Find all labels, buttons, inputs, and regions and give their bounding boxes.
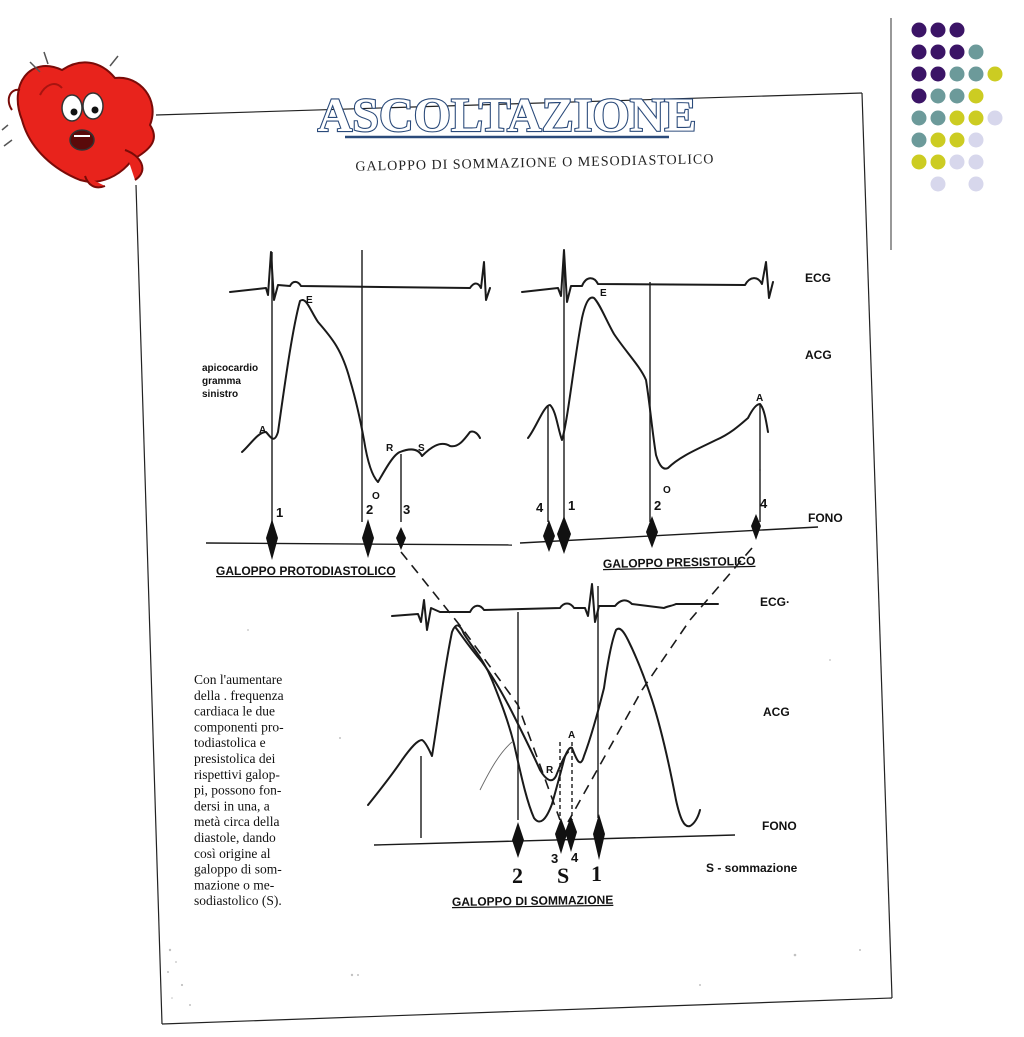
decor-dot xyxy=(969,133,984,148)
scared-heart-mascot xyxy=(2,52,154,187)
description-line: della . frequenza xyxy=(194,687,284,703)
somm-label-A: A xyxy=(568,730,576,741)
somm-number-3: 3 xyxy=(551,851,559,866)
description-line: così origine al xyxy=(194,845,271,861)
decor-dot xyxy=(950,67,965,82)
apex-label-line2: gramma xyxy=(202,376,241,387)
somm-number-2: 2 xyxy=(512,863,523,888)
somm-number-S: S xyxy=(557,863,570,888)
decor-dot xyxy=(950,133,965,148)
decor-dot xyxy=(931,155,946,170)
decor-dot xyxy=(969,45,984,60)
description-line: metà circa della xyxy=(194,814,280,830)
description-line: diastole, dando xyxy=(194,830,276,845)
decor-dot xyxy=(912,67,927,82)
decor-dot xyxy=(988,111,1003,126)
label-ecg-top: ECG xyxy=(805,271,832,285)
description-line: sodiastolico (S). xyxy=(194,893,282,909)
decor-dot xyxy=(931,111,946,126)
somm-label-R: R xyxy=(546,765,554,776)
decor-dot xyxy=(912,133,927,148)
decor-dot xyxy=(950,89,965,104)
description-line: galoppo di som- xyxy=(194,861,282,877)
description-line: rispettivi galop- xyxy=(194,766,280,782)
proto-label-R: R xyxy=(386,443,394,454)
pre-label-E: E xyxy=(600,288,607,299)
decor-dot xyxy=(969,89,984,104)
proto-number-1: 1 xyxy=(276,505,284,520)
proto-number-2: 2 xyxy=(366,502,374,517)
proto-number-3: 3 xyxy=(403,502,411,517)
decor-dot xyxy=(969,67,984,82)
pre-label-A: A xyxy=(756,393,764,404)
decor-dot xyxy=(969,111,984,126)
label-fono-bottom: FONO xyxy=(762,819,797,833)
pre-number-4a: 4 xyxy=(536,500,544,515)
decor-dot xyxy=(969,155,984,170)
decor-dot xyxy=(950,23,965,38)
apex-label-line1: apicocardio xyxy=(202,363,259,374)
decor-dot-grid xyxy=(912,23,1003,192)
apex-label-line3: sinistro xyxy=(202,389,239,400)
somm-number-1: 1 xyxy=(591,861,602,886)
label-acg-top: ACG xyxy=(805,348,832,362)
label-ecg-bottom: ECG· xyxy=(760,595,790,609)
description-line: todiastolica e xyxy=(194,735,266,751)
slide-title: ASCOLTAZIONE xyxy=(317,89,697,142)
decor-dot xyxy=(912,89,927,104)
decor-dot xyxy=(950,45,965,60)
decor-dot xyxy=(912,111,927,126)
label-acg-bottom: ACG xyxy=(763,705,790,719)
proto-label-A: A xyxy=(259,425,267,436)
sommazione-legend: S - sommazione xyxy=(706,861,798,875)
decor-dot xyxy=(969,177,984,192)
pre-number-2: 2 xyxy=(654,498,662,513)
pre-label-O: O xyxy=(663,485,671,496)
description-text xyxy=(194,672,284,908)
label-fono-top: FONO xyxy=(808,511,843,525)
decor-dot xyxy=(950,155,965,170)
decor-dot xyxy=(912,155,927,170)
decor-dot xyxy=(931,133,946,148)
decor-dot xyxy=(931,89,946,104)
mascot-eye-left xyxy=(62,95,82,121)
proto-label-E: E xyxy=(306,295,313,306)
decor-dot xyxy=(931,45,946,60)
description-line: mazione o me- xyxy=(194,877,275,893)
decor-dot xyxy=(912,23,927,38)
page-subtitle: GALOPPO DI SOMMAZIONE O MESODIASTOLICO xyxy=(355,152,715,175)
description-line: presistolica dei xyxy=(194,751,276,766)
proto-label-O: O xyxy=(372,491,380,502)
pre-number-1: 1 xyxy=(568,498,576,513)
somm-caption: GALOPPO DI SOMMAZIONE xyxy=(451,892,614,909)
decor-dot xyxy=(988,67,1003,82)
proto-label-S: S xyxy=(418,443,425,454)
decor-dot xyxy=(950,111,965,126)
mascot-mouth xyxy=(70,130,94,150)
description-line: Con l'aumentare xyxy=(194,672,283,687)
mascot-eye-right xyxy=(83,93,103,119)
description-line: dersi in una, a xyxy=(194,798,270,814)
description-line: pi, possono fon- xyxy=(194,782,282,798)
description-line: componenti pro- xyxy=(194,719,284,735)
description-line: cardiaca le due xyxy=(194,703,275,719)
decor-dot xyxy=(912,45,927,60)
pre-number-4b: 4 xyxy=(760,496,768,511)
pre-caption: GALOPPO PRESISTOLICO xyxy=(602,553,756,571)
decor-dot xyxy=(931,67,946,82)
decor-dot xyxy=(931,23,946,38)
decor-dot xyxy=(931,177,946,192)
somm-number-4: 4 xyxy=(571,850,579,865)
proto-caption: GALOPPO PROTODIASTOLICO xyxy=(216,564,396,578)
